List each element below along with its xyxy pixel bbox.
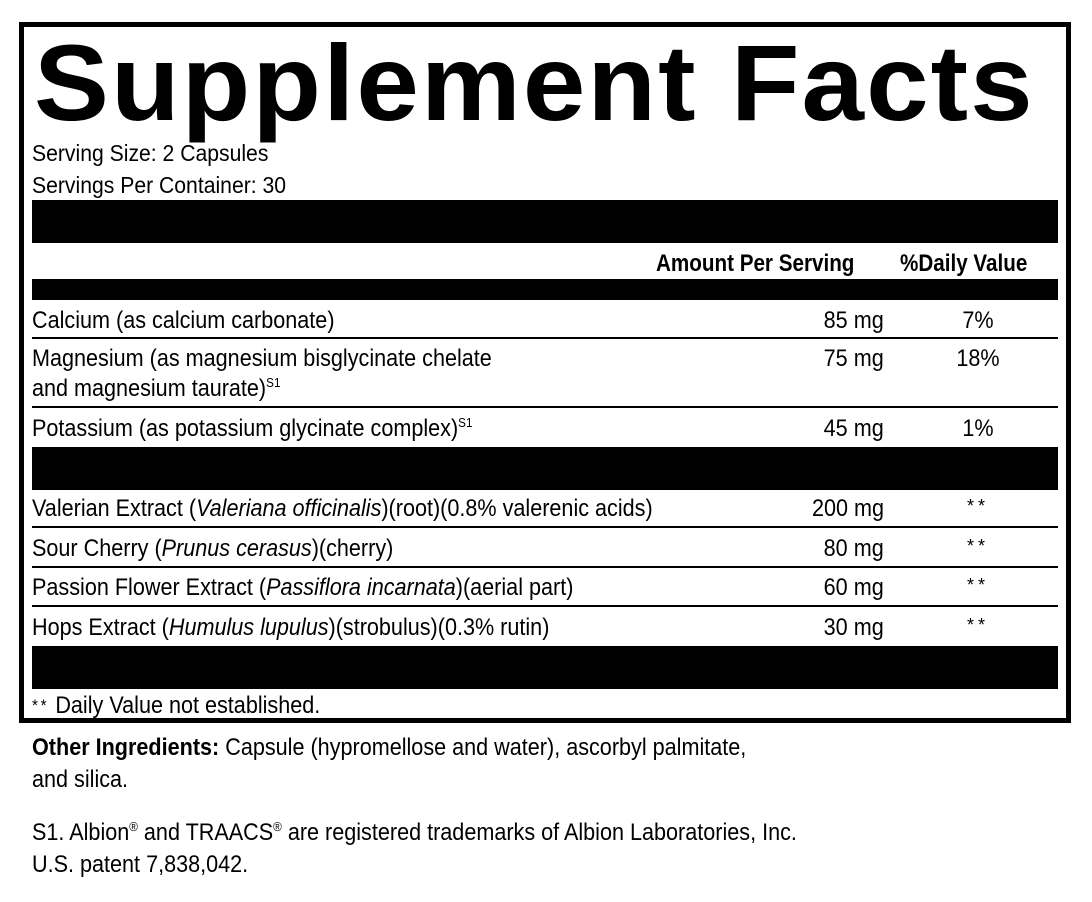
- nutrient-amount: 85 mg: [823, 307, 884, 334]
- ingredient-label-suffix: )(cherry): [311, 535, 394, 562]
- section-divider-bar: [32, 200, 1058, 243]
- other-ingredients-line2: and silica.: [32, 766, 129, 793]
- nutrient-label: and magnesium taurate): [32, 375, 267, 402]
- row-divider: [32, 406, 1058, 408]
- other-ingredients-label: Other Ingredients:: [32, 734, 220, 761]
- other-ingredients: [32, 733, 746, 763]
- nutrient-daily-value: 18%: [956, 345, 1000, 372]
- footnote-marker: S1: [266, 375, 281, 390]
- section-divider-bar: [32, 646, 1058, 689]
- ingredient-amount: 60 mg: [823, 574, 884, 601]
- footnote-text: Daily Value not established.: [55, 692, 321, 719]
- servings-per-container: Servings Per Container: 30: [32, 172, 287, 198]
- nutrient-name-magnesium: [32, 344, 492, 374]
- nutrient-daily-value: 1%: [962, 415, 994, 442]
- row-divider: [32, 605, 1058, 607]
- daily-value-footnote: [32, 691, 320, 721]
- trademark-notice: [32, 818, 797, 848]
- row-divider: [32, 526, 1058, 528]
- ingredient-name-valerian: [32, 494, 653, 524]
- footnote-marker: S1: [458, 415, 473, 430]
- amount-per-serving-header: Amount Per Serving: [656, 250, 855, 277]
- footnote-stars: **: [32, 696, 50, 715]
- nutrient-label: Magnesium (as magnesium bisglycinate chelate: [32, 345, 492, 372]
- ingredient-latin-name: Humulus lupulus: [168, 614, 329, 641]
- trademark-text: and TRAACS: [143, 819, 274, 846]
- other-ingredients-text: Capsule (hypromellose and water), ascorbyl palmitate,: [225, 734, 747, 761]
- daily-value-header: %Daily Value: [900, 250, 1028, 277]
- ingredient-daily-value: **: [966, 536, 989, 556]
- nutrient-daily-value: 7%: [962, 307, 994, 334]
- ingredient-latin-name: Valeriana officinalis: [196, 495, 382, 522]
- ingredient-label: Sour Cherry (: [32, 535, 162, 562]
- nutrient-name-magnesium-line2: [32, 374, 280, 404]
- ingredient-daily-value: **: [966, 575, 989, 595]
- ingredient-name-passion-flower: [32, 573, 573, 603]
- ingredient-label: Valerian Extract (: [32, 495, 197, 522]
- row-divider: [32, 337, 1058, 339]
- panel-title: Supplement Facts: [34, 22, 1035, 143]
- nutrient-label: Calcium (as calcium carbonate): [32, 307, 335, 334]
- ingredient-name-sour-cherry: [32, 534, 393, 564]
- ingredient-label: Passion Flower Extract (: [32, 574, 267, 601]
- nutrient-name-calcium: [32, 306, 335, 336]
- serving-size: Serving Size: 2 Capsules: [32, 140, 269, 166]
- ingredient-latin-name: Prunus cerasus: [161, 535, 312, 562]
- ingredient-label-suffix: )(strobulus)(0.3% rutin): [328, 614, 550, 641]
- nutrient-amount: 45 mg: [823, 415, 884, 442]
- registered-mark: ®: [129, 819, 138, 834]
- nutrient-label: Potassium (as potassium glycinate complex): [32, 415, 459, 442]
- ingredient-label-suffix: )(root)(0.8% valerenic acids): [381, 495, 653, 522]
- nutrient-name-potassium: [32, 414, 472, 444]
- patent-notice: U.S. patent 7,838,042.: [32, 851, 249, 878]
- supplement-facts-panel: [19, 22, 1071, 723]
- ingredient-name-hops: [32, 613, 549, 643]
- ingredient-amount: 200 mg: [811, 495, 884, 522]
- section-divider-bar: [32, 447, 1058, 490]
- row-divider: [32, 566, 1058, 568]
- ingredient-label-suffix: )(aerial part): [455, 574, 574, 601]
- ingredient-latin-name: Passiflora incarnata: [266, 574, 456, 601]
- ingredient-label: Hops Extract (: [32, 614, 169, 641]
- registered-mark: ®: [273, 819, 282, 834]
- ingredient-daily-value: **: [966, 615, 989, 635]
- nutrient-amount: 75 mg: [823, 345, 884, 372]
- ingredient-amount: 80 mg: [823, 535, 884, 562]
- ingredient-amount: 30 mg: [823, 614, 884, 641]
- ingredient-daily-value: **: [966, 496, 989, 516]
- trademark-text: S1. Albion: [32, 819, 130, 846]
- trademark-text: are registered trademarks of Albion Laboratories, Inc.: [287, 819, 797, 846]
- header-divider-bar: [32, 279, 1058, 300]
